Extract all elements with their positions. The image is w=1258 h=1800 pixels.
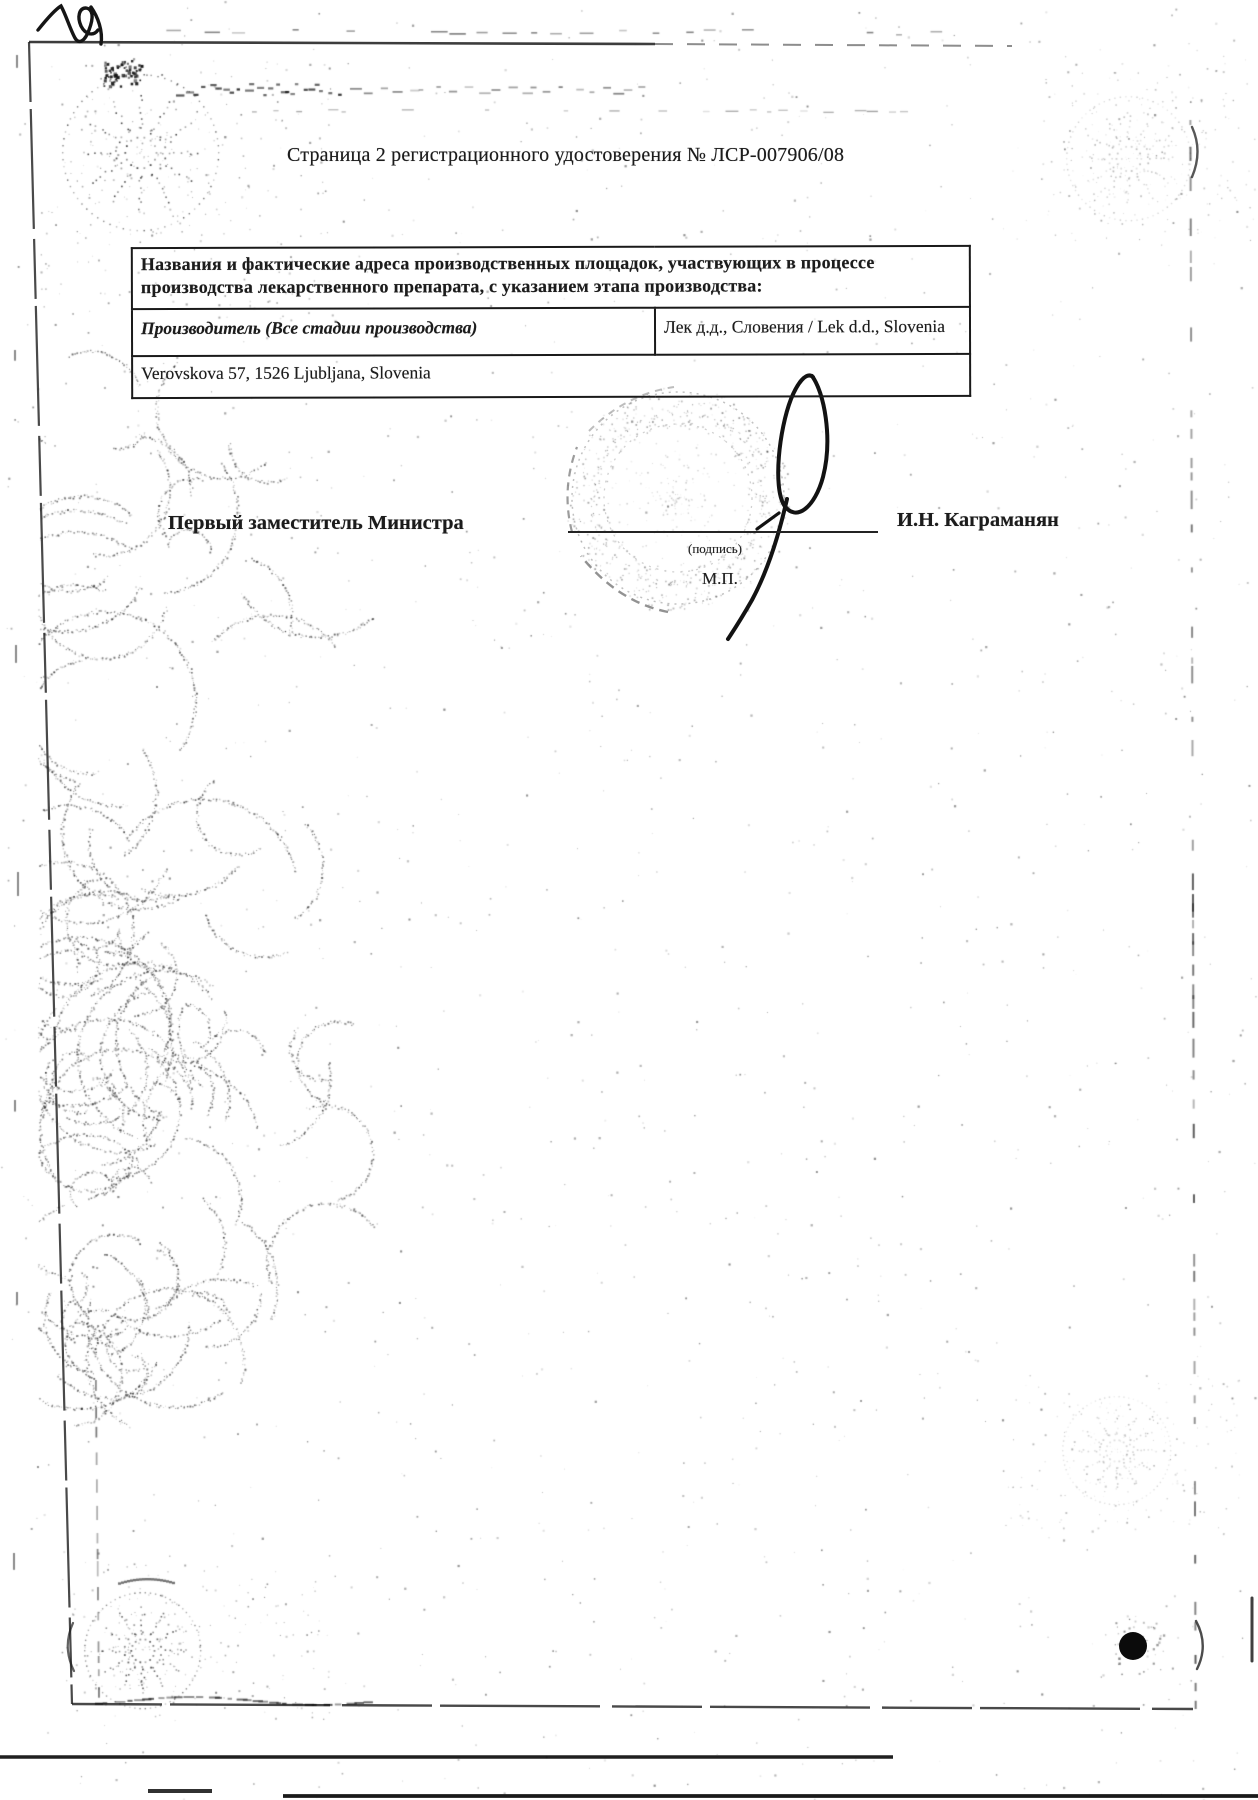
seal-place-label: М.П.	[702, 569, 738, 588]
signature-line	[568, 531, 878, 533]
signature-stroke	[728, 376, 827, 639]
signature-caption: (подпись)	[688, 541, 742, 556]
producer-role-cell: Производитель (Все стадии производства)	[132, 308, 655, 356]
signatory-position-label: Первый заместитель Министра	[168, 512, 464, 534]
stamp-rim-arc	[581, 556, 668, 612]
stamp-rim-arc	[568, 447, 577, 532]
producer-address-cell: Verovskova 57, 1526 Ljubljana, Slovenia	[132, 354, 970, 398]
production-sites-table	[131, 245, 971, 399]
signatory-name: И.Н. Каграманян	[897, 509, 1059, 531]
table-header-cell: Названия и фактические адреса производственных площадок, участвующих в процессе производства лекарственного препарата, с указанием этапа производства:	[132, 246, 970, 309]
handwritten-checkmark	[38, 6, 101, 44]
producer-name-cell: Лек д.д., Словения / Lek d.d., Slovenia	[655, 307, 970, 355]
round-stamp-outline	[568, 387, 784, 612]
page-title: Страница 2 регистрационного удостоверения № ЛСР-007906/08	[287, 144, 845, 166]
scanner-edge-lines	[0, 1757, 1258, 1796]
black-dot-mark	[1119, 1632, 1147, 1660]
